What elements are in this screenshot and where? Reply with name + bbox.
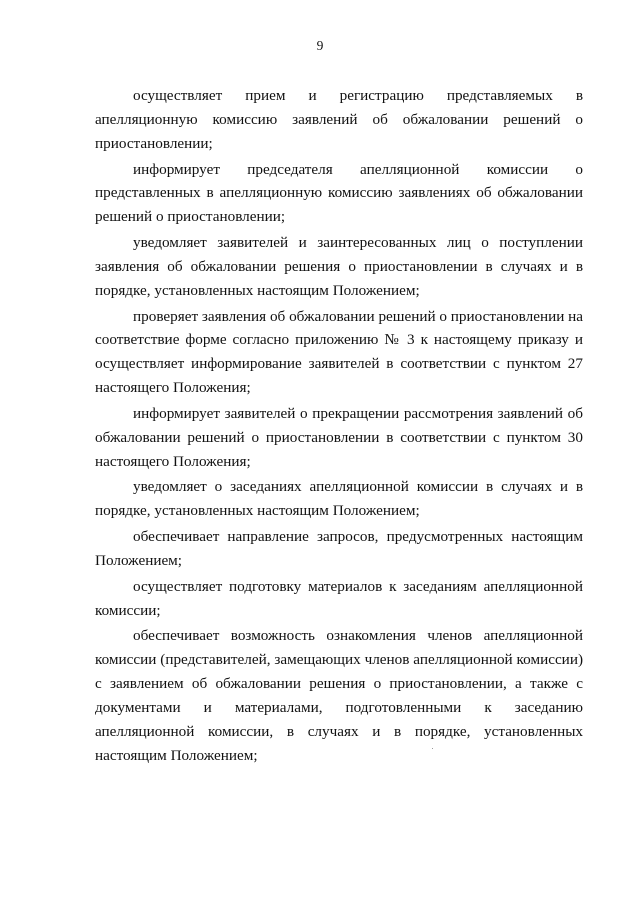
list-item: обеспечивает направление запросов, предусмотренных настоящим Положением; <box>95 528 583 569</box>
list-item: обеспечивает возможность ознакомления членов апелляционной комиссии (представителей, замещающих членов апелляционной комиссии) с заявлением об обжаловании решения о приостановлении, а также с документами и материалами, подготовленными к заседанию апелляционной комиссии, в случаях и в порядке, установленных настоящим Положением; <box>95 627 583 764</box>
list-item: уведомляет о заседаниях апелляционной комиссии в случаях и в порядке, установленных настоящим Положением; <box>95 478 583 520</box>
page-number: 9 <box>316 38 324 53</box>
list-item: уведомляет заявителей и заинтересованных лиц о поступлении заявления об обжаловании решения о приостановлении в случаях и в порядке, установленных настоящим Положением; <box>95 234 583 299</box>
list-item: информирует председателя апелляционной комиссии о представленных в апелляционную комиссию заявлениях об обжаловании решений о приостановлении; <box>95 160 583 226</box>
list-item: осуществляет подготовку материалов к заседаниям апелляционной комиссии; <box>95 577 583 619</box>
list-item: проверяет заявления об обжаловании решений о приостановлении на соответствие форме согласно приложению № 3 к настоящему приказу и осуществляет информирование заявителей в соответствии с пунктом 27 настоящего Положения; <box>95 307 583 397</box>
document-body <box>95 84 583 770</box>
list-item: осуществляет прием и регистрацию представляемых в апелляционную комиссию заявлений об обжаловании решений о приостановлении; <box>95 87 583 152</box>
list-item: информирует заявителей о прекращении рассмотрения заявлений об обжаловании решений о приостановлении в соответствии с пунктом 30 настоящего Положения; <box>95 404 583 470</box>
scan-speck <box>432 748 433 749</box>
